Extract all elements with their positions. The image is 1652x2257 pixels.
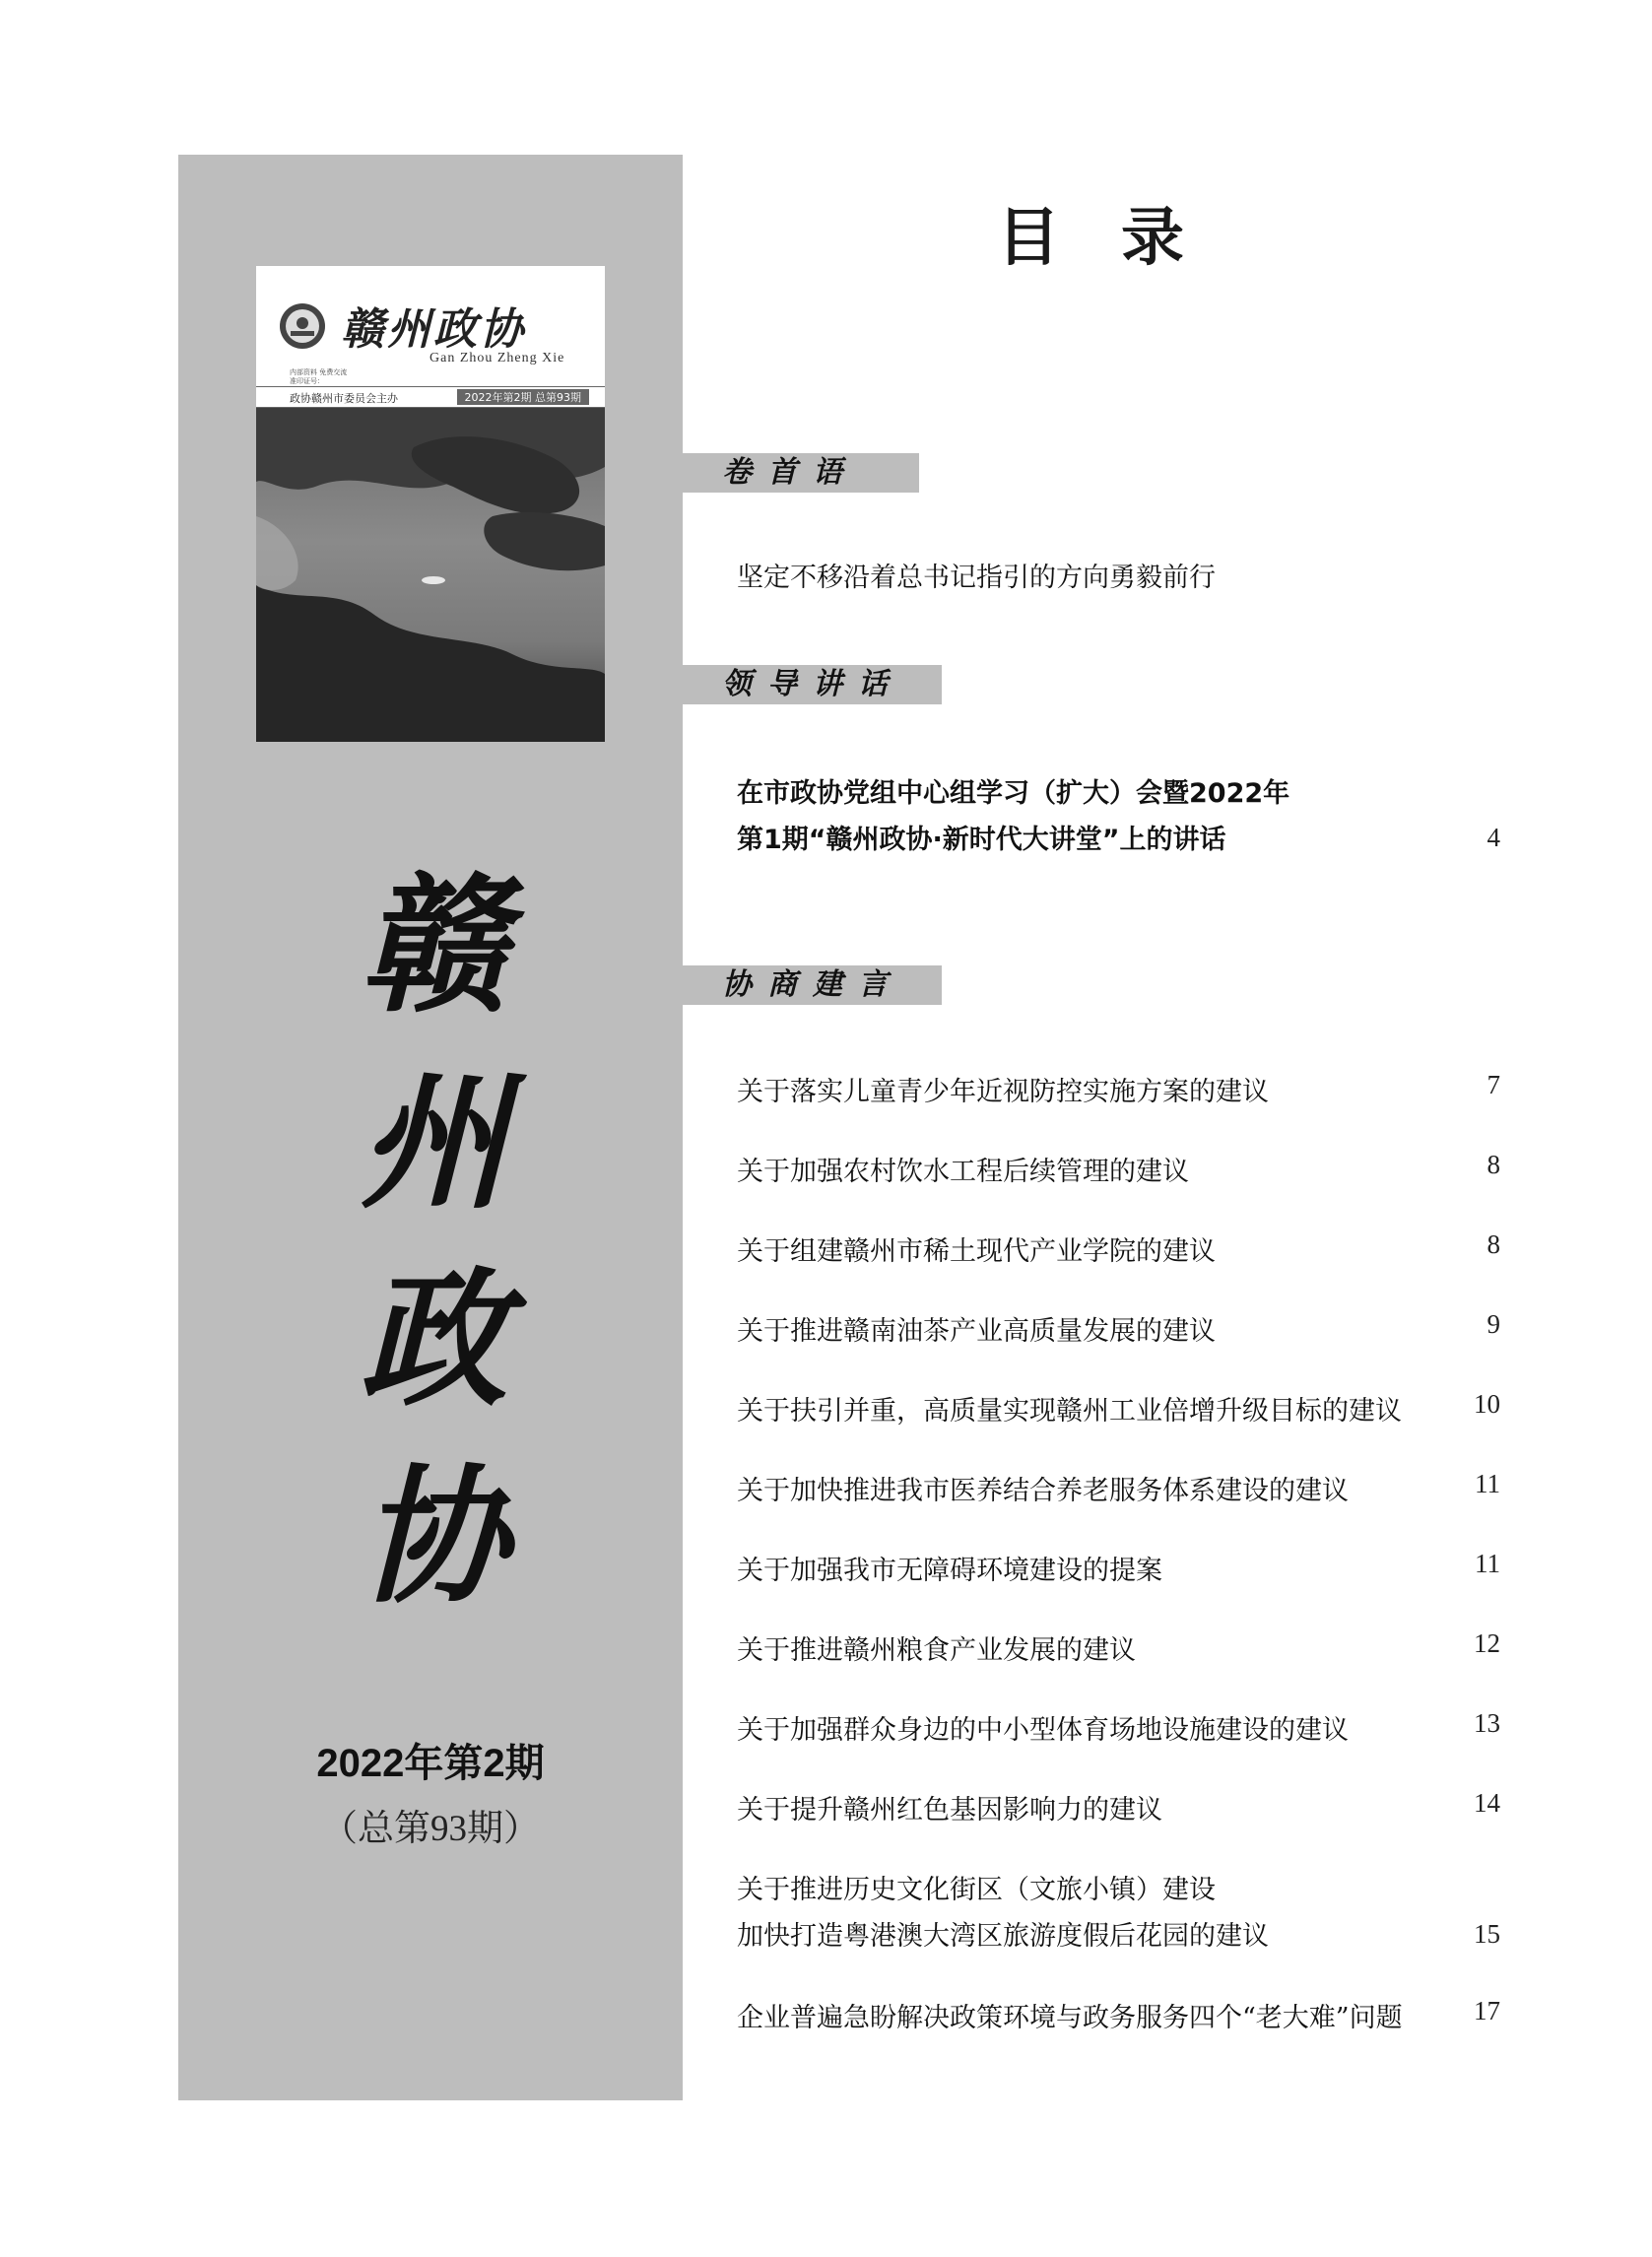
toc-entry-line-2[interactable]: 第1期“赣州政协·新时代大讲堂”上的讲话 xyxy=(737,825,1226,855)
cover-photo-lake-islands xyxy=(256,408,605,742)
toc-entry-line-2[interactable]: 加快打造粤港澳大湾区旅游度假后花园的建议 xyxy=(737,1921,1269,1952)
toc-page-number: 11 xyxy=(1475,1469,1500,1498)
cover-publisher: 政协赣州市委员会主办 xyxy=(290,392,398,405)
section-label-leader-speech: 领导讲话 xyxy=(683,665,942,704)
toc-page-number: 4 xyxy=(1487,823,1500,852)
cover-header xyxy=(256,266,605,386)
magazine-cover-thumbnail xyxy=(256,266,605,742)
toc-page-number: 8 xyxy=(1487,1150,1500,1179)
cover-permit: 准印证号： xyxy=(290,377,324,385)
toc-entry[interactable]: 关于加强农村饮水工程后续管理的建议 xyxy=(737,1157,1189,1187)
toc-page-number: 15 xyxy=(1474,1919,1500,1949)
section-label-consultation: 协商建言 xyxy=(683,965,942,1005)
vertical-title-char-4: 协 xyxy=(359,1450,507,1624)
toc-page-number: 7 xyxy=(1487,1070,1500,1099)
cover-title: 赣州政协 xyxy=(341,304,526,355)
cover-issue-badge: 2022年第2期 总第93期 xyxy=(457,389,590,405)
toc-entry[interactable]: 关于提升赣州红色基因影响力的建议 xyxy=(737,1795,1162,1826)
toc-entry[interactable]: 关于加强我市无障碍环境建设的提案 xyxy=(737,1556,1162,1586)
toc-page-number: 11 xyxy=(1475,1549,1500,1578)
toc-entry-line-1[interactable]: 在市政协党组中心组学习（扩大）会暨2022年 xyxy=(737,778,1290,809)
cover-note: 内部资料 免费交流 xyxy=(290,368,348,376)
toc-page-number: 8 xyxy=(1487,1229,1500,1259)
cover-info-bar xyxy=(256,386,605,408)
toc-entry[interactable]: 关于组建赣州市稀土现代产业学院的建议 xyxy=(737,1236,1216,1267)
toc-entry[interactable]: 关于加强群众身边的中小型体育场地设施建设的建议 xyxy=(737,1715,1349,1746)
toc-entry[interactable]: 关于推进赣州粮食产业发展的建议 xyxy=(737,1635,1136,1666)
toc-page-number: 13 xyxy=(1474,1708,1500,1738)
issue-total-number: （总第93期） xyxy=(321,1809,540,1849)
section-label-preface: 卷首语 xyxy=(683,453,919,493)
vertical-title-char-3: 政 xyxy=(359,1253,507,1427)
toc-page-number: 14 xyxy=(1474,1788,1500,1818)
toc-entry[interactable]: 关于加快推进我市医养结合养老服务体系建设的建议 xyxy=(737,1476,1349,1506)
toc-page-number: 9 xyxy=(1487,1309,1500,1339)
toc-page-number: 10 xyxy=(1474,1389,1500,1419)
toc-page-number: 17 xyxy=(1474,1996,1500,2025)
vertical-title-char-1: 赣 xyxy=(359,859,507,1032)
toc-entry[interactable]: 企业普遍急盼解决政策环境与政务服务四个“老大难”问题 xyxy=(737,2003,1403,2033)
toc-page-number: 12 xyxy=(1474,1628,1500,1658)
toc-entry[interactable]: 关于推进赣南油茶产业高质量发展的建议 xyxy=(737,1316,1216,1347)
toc-entry[interactable]: 关于扶引并重，高质量实现赣州工业倍增升级目标的建议 xyxy=(737,1396,1402,1427)
toc-entry[interactable]: 关于落实儿童青少年近视防控实施方案的建议 xyxy=(737,1077,1269,1107)
toc-title: 目录 xyxy=(997,201,1245,275)
cppcc-emblem-icon xyxy=(278,301,327,351)
toc-entry-line-1[interactable]: 关于推进历史文化街区（文旅小镇）建设 xyxy=(737,1875,1216,1905)
cover-subtitle: Gan Zhou Zheng Xie xyxy=(430,351,565,365)
vertical-title-char-2: 州 xyxy=(359,1056,507,1229)
toc-entry[interactable]: 坚定不移沿着总书记指引的方向勇毅前行 xyxy=(737,563,1216,593)
issue-number: 2022年第2期 xyxy=(316,1742,545,1785)
